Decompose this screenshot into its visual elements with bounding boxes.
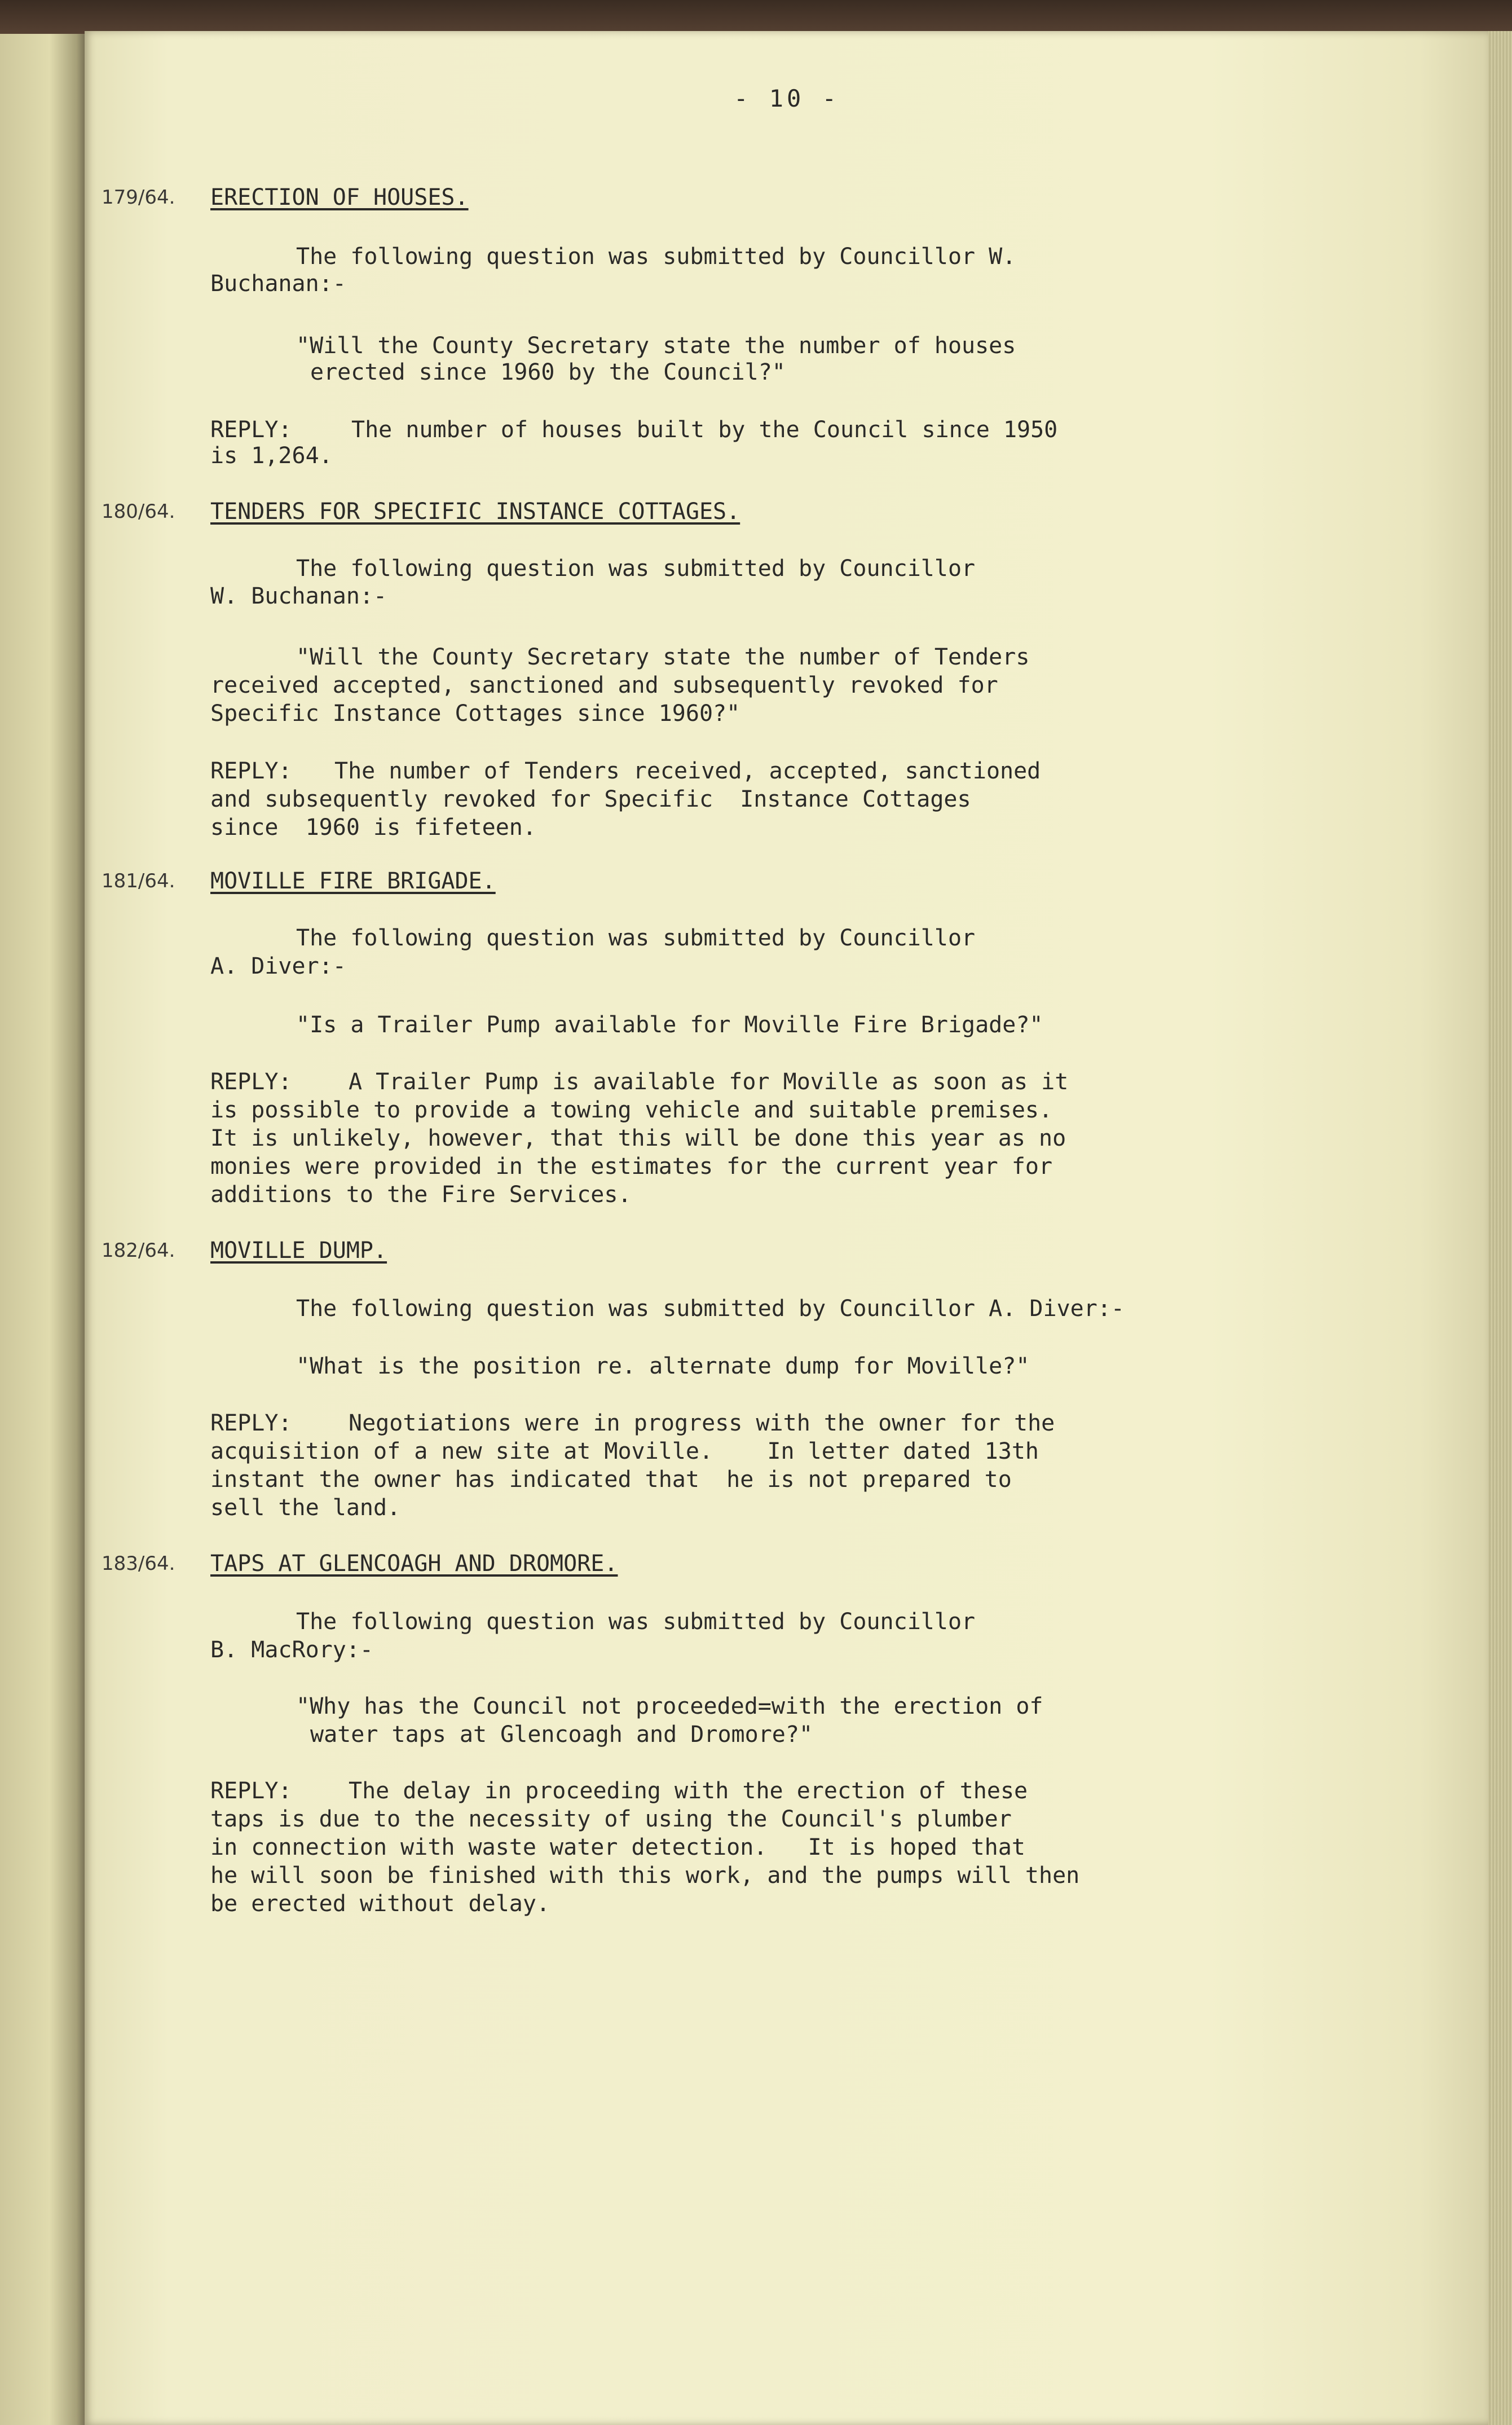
document-page bbox=[85, 31, 1489, 2425]
item-heading: TAPS AT GLENCOAGH AND DROMORE. bbox=[210, 1551, 618, 1577]
item-heading: ERECTION OF HOUSES. bbox=[210, 184, 469, 210]
question-line: "Will the County Secretary state the number of Tenders bbox=[296, 644, 1030, 670]
reply-line: monies were provided in the estimates for the current year for bbox=[210, 1154, 1053, 1180]
reply-line: The number of Tenders received, accepted, sanctioned bbox=[334, 758, 1041, 784]
reply-line: is 1,264. bbox=[210, 443, 333, 469]
reply-line: in connection with waste water detection. It is hoped that bbox=[210, 1834, 1025, 1860]
intro-line: W. Buchanan:- bbox=[210, 583, 387, 609]
reply-line: sell the land. bbox=[210, 1495, 401, 1521]
reply-label: REPLY: bbox=[210, 1410, 292, 1436]
item-heading: MOVILLE FIRE BRIGADE. bbox=[210, 868, 496, 894]
question-line: "Will the County Secretary state the number of houses bbox=[296, 333, 1016, 359]
reply-line: taps is due to the necessity of using the Council's plumber bbox=[210, 1806, 1012, 1832]
item-number: 180/64. bbox=[102, 500, 175, 523]
question-line: Specific Instance Cottages since 1960?" bbox=[210, 701, 740, 727]
intro-line: A. Diver:- bbox=[210, 953, 346, 979]
reply-line: since 1960 is fifeteen. bbox=[210, 815, 536, 840]
facing-page bbox=[0, 34, 90, 2425]
reply-line: acquisition of a new site at Moville. In letter dated 13th bbox=[210, 1438, 1039, 1464]
item-heading: MOVILLE DUMP. bbox=[210, 1238, 387, 1264]
reply-line: Negotiations were in progress with the owner for the bbox=[349, 1410, 1055, 1436]
reply-line: The delay in proceeding with the erection of these bbox=[349, 1778, 1028, 1804]
intro-line: The following question was submitted by Councillor W. bbox=[296, 244, 1016, 270]
intro-line: B. MacRory:- bbox=[210, 1637, 373, 1663]
reply-line: The number of houses built by the Council since 1950 bbox=[351, 417, 1058, 443]
question-line: "Why has the Council not proceeded=with the erection of bbox=[296, 1693, 1043, 1719]
item-number: 183/64. bbox=[102, 1552, 175, 1575]
item-heading: TENDERS FOR SPECIFIC INSTANCE COTTAGES. bbox=[210, 499, 740, 525]
reply-label: REPLY: bbox=[210, 758, 292, 784]
reply-label: REPLY: bbox=[210, 417, 292, 443]
intro-line: Buchanan:- bbox=[210, 271, 346, 297]
page-edge bbox=[1488, 31, 1512, 2425]
reply-line: instant the owner has indicated that he is not prepared to bbox=[210, 1467, 1012, 1493]
reply-line: be erected without delay. bbox=[210, 1891, 550, 1917]
reply-line: and subsequently revoked for Specific Instance Cottages bbox=[210, 786, 971, 812]
intro-line: The following question was submitted by Councillor bbox=[296, 1609, 976, 1635]
reply-line: he will soon be finished with this work, and the pumps will then bbox=[210, 1863, 1080, 1889]
intro-line: The following question was submitted by Councillor A. Diver:- bbox=[296, 1296, 1125, 1322]
item-number: 181/64. bbox=[102, 870, 175, 892]
question-line: water taps at Glencoagh and Dromore?" bbox=[310, 1722, 813, 1748]
reply-line: A Trailer Pump is available for Moville as soon as it bbox=[349, 1069, 1069, 1095]
intro-line: The following question was submitted by Councillor bbox=[296, 556, 976, 582]
question-line: "Is a Trailer Pump available for Moville Fire Brigade?" bbox=[296, 1012, 1043, 1038]
reply-label: REPLY: bbox=[210, 1778, 292, 1804]
page-number: - 10 - bbox=[734, 85, 840, 112]
question-line: erected since 1960 by the Council?" bbox=[310, 359, 786, 385]
reply-line: It is unlikely, however, that this will be done this year as no bbox=[210, 1125, 1066, 1151]
reply-line: is possible to provide a towing vehicle and suitable premises. bbox=[210, 1097, 1053, 1123]
item-number: 182/64. bbox=[102, 1239, 175, 1262]
question-line: "What is the position re. alternate dump for Moville?" bbox=[296, 1353, 1030, 1379]
intro-line: The following question was submitted by Councillor bbox=[296, 925, 976, 951]
item-number: 179/64. bbox=[102, 186, 175, 209]
question-line: received accepted, sanctioned and subsequently revoked for bbox=[210, 672, 998, 698]
reply-label: REPLY: bbox=[210, 1069, 292, 1095]
reply-line: additions to the Fire Services. bbox=[210, 1182, 632, 1208]
